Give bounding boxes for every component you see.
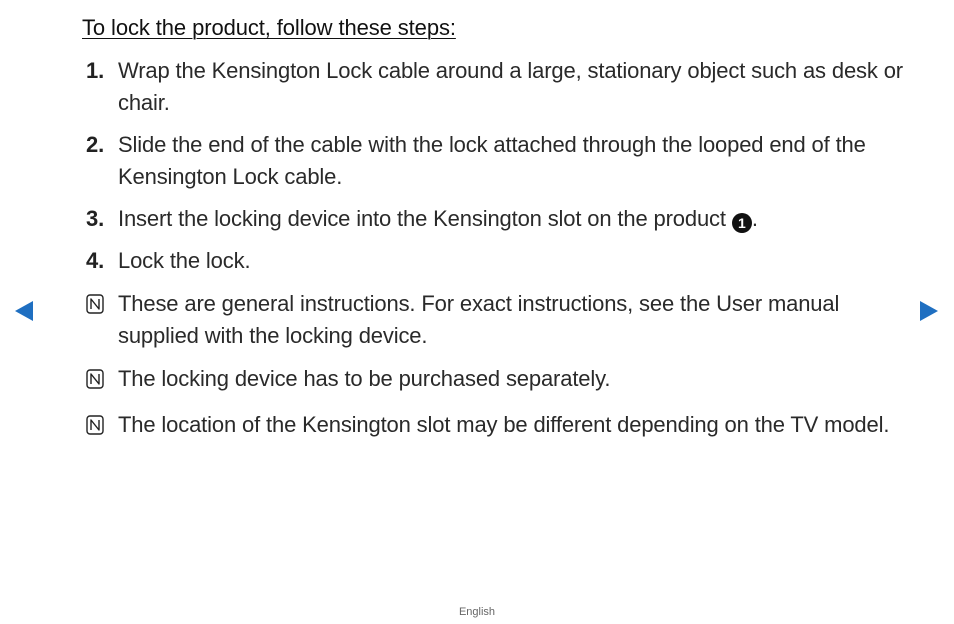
note-icon (86, 294, 104, 314)
note-item-2 (86, 363, 916, 398)
step-item-2 (86, 129, 916, 193)
step-text: Lock the lock. (118, 248, 251, 273)
note-text: The location of the Kensington slot may be different depending on the TV model. (118, 412, 890, 437)
step-text-suffix: . (751, 206, 758, 231)
step-text-wrapper (118, 203, 916, 235)
step-number: 3. (86, 206, 105, 231)
step-number: 4. (86, 248, 105, 273)
step-text: Wrap the Kensington Lock cable around a large, stationary object such as desk or chair. (118, 58, 903, 115)
note-marker (86, 409, 118, 444)
section-heading: To lock the product, follow these steps: (82, 15, 456, 40)
callout-number-badge: 1 (732, 213, 752, 233)
step-item-1 (86, 55, 916, 119)
step-item-3 (86, 203, 916, 235)
instructions-body (86, 55, 916, 444)
note-icon (86, 369, 104, 389)
note-text: The locking device has to be purchased separately. (118, 366, 611, 391)
triangle-left-icon[interactable] (14, 300, 34, 322)
note-marker (86, 363, 118, 398)
step-number: 2. (86, 132, 105, 157)
note-text: These are general instructions. For exact instructions, see the User manual supplied with the locking device. (118, 291, 840, 348)
note-marker (86, 288, 118, 323)
step-text: Insert the locking device into the Kensington slot on the product (118, 206, 726, 231)
note-item-1 (86, 288, 916, 352)
step-text: Slide the end of the cable with the lock attached through the looped end of the Kensington Lock cable. (118, 132, 866, 189)
footer-language: English (458, 606, 496, 618)
step-item-4 (86, 245, 916, 277)
step-number: 1. (86, 58, 105, 83)
note-item-3 (86, 409, 916, 444)
triangle-right-icon[interactable] (919, 300, 939, 322)
note-icon (86, 415, 104, 435)
